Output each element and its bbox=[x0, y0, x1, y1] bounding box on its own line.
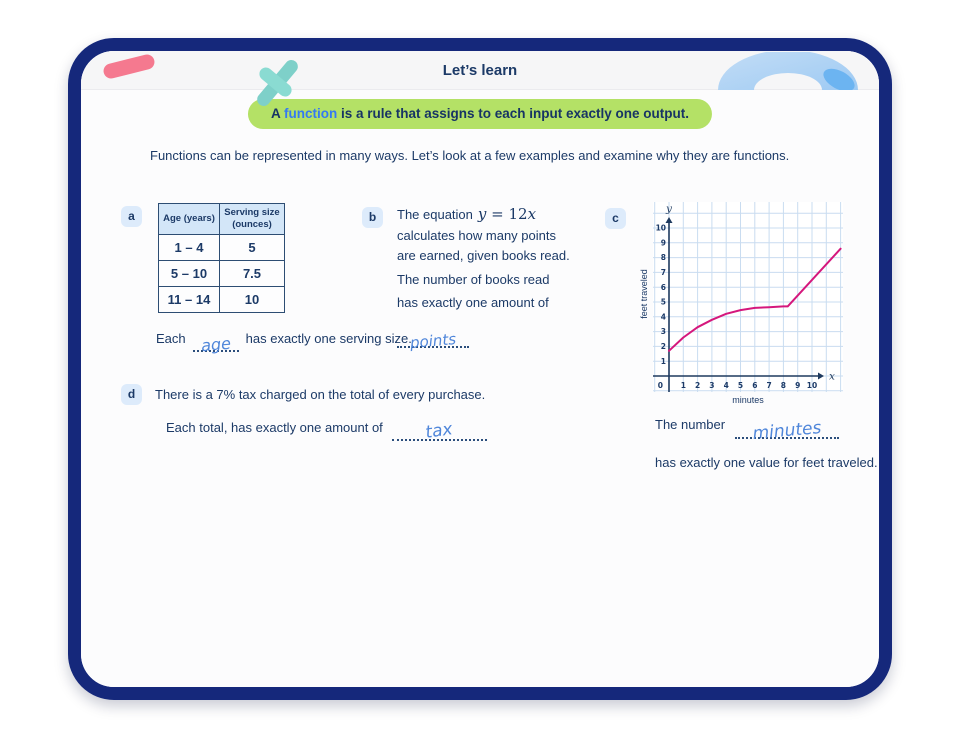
graph-block bbox=[639, 202, 843, 405]
sentence-text: are earned, given books read. bbox=[397, 248, 570, 263]
equation: y = 12x bbox=[477, 205, 537, 223]
example-c-sentence-2: has exactly one value for feet traveled. bbox=[655, 455, 878, 470]
svg-text:2: 2 bbox=[694, 381, 701, 390]
example-d-badge: d bbox=[121, 384, 142, 405]
table-row bbox=[159, 287, 285, 313]
svg-text:9: 9 bbox=[660, 238, 666, 248]
example-c-badge: c bbox=[605, 208, 626, 229]
table-row bbox=[159, 235, 285, 261]
example-d-line2 bbox=[166, 420, 494, 441]
feet-traveled-graph bbox=[653, 202, 843, 392]
sentence-text: The number of books read bbox=[397, 271, 550, 287]
sentence-text: has exactly one serving size. bbox=[245, 331, 412, 346]
handwritten-answer-d: tax bbox=[424, 419, 455, 443]
svg-text:10: 10 bbox=[806, 381, 818, 390]
table-cell: 5 bbox=[220, 235, 285, 261]
table-row bbox=[159, 261, 285, 287]
table-cell: 10 bbox=[220, 287, 285, 313]
blue-arc-icon bbox=[718, 52, 858, 90]
intro-text: Functions can be represented in many ways. Let’s look at a few examples and examine why they are functions. bbox=[150, 148, 790, 163]
definition-prefix: A bbox=[270, 106, 284, 121]
definition-keyword: function bbox=[283, 106, 338, 121]
page-title: Let’s learn bbox=[442, 62, 518, 79]
answer-blank-d[interactable] bbox=[392, 419, 487, 443]
svg-text:0: 0 bbox=[657, 381, 663, 390]
device-frame bbox=[68, 38, 892, 700]
example-a-badge: a bbox=[121, 206, 142, 227]
svg-text:5: 5 bbox=[660, 297, 666, 307]
screen bbox=[81, 51, 879, 687]
handwritten-answer-b: points bbox=[409, 329, 457, 352]
answer-blank-c[interactable] bbox=[735, 418, 839, 444]
svg-text:8: 8 bbox=[660, 253, 666, 263]
example-b-text bbox=[397, 204, 617, 352]
table-cell: 5 – 10 bbox=[159, 261, 220, 287]
equation-line bbox=[397, 204, 617, 226]
y-axis-label: feet traveled bbox=[639, 269, 649, 319]
svg-text:8: 8 bbox=[780, 381, 787, 390]
sentence-text: calculates how many points bbox=[397, 227, 556, 243]
svg-text:7: 7 bbox=[766, 381, 772, 390]
sentence-text: has exactly one amount of bbox=[397, 295, 549, 310]
svg-text:9: 9 bbox=[795, 381, 801, 390]
handwritten-answer-a: age bbox=[199, 333, 232, 356]
answer-blank-b[interactable] bbox=[397, 329, 469, 352]
serving-size-table bbox=[158, 203, 285, 313]
sentence-text: The equation bbox=[397, 207, 473, 222]
sentence-text: Each total, has exactly one amount of bbox=[166, 420, 383, 435]
svg-text:4: 4 bbox=[723, 381, 729, 390]
example-d-line1: There is a 7% tax charged on the total of every purchase. bbox=[155, 387, 486, 402]
table-cell: 11 – 14 bbox=[159, 287, 220, 313]
svg-text:2: 2 bbox=[660, 342, 666, 351]
svg-text:7: 7 bbox=[660, 268, 666, 277]
teal-cross-icon bbox=[249, 57, 309, 113]
svg-text:x: x bbox=[829, 370, 835, 383]
x-axis-label: minutes bbox=[732, 395, 764, 405]
table-header-age: Age (years) bbox=[159, 204, 220, 235]
definition-suffix: is a rule that assigns to each input exactly one output. bbox=[337, 106, 690, 121]
example-a-sentence bbox=[156, 331, 412, 356]
table-header-serving: Serving size (ounces) bbox=[220, 204, 285, 235]
handwritten-answer-c: minutes bbox=[751, 418, 823, 444]
svg-text:1: 1 bbox=[660, 356, 666, 366]
svg-text:4: 4 bbox=[660, 312, 666, 322]
svg-text:10: 10 bbox=[655, 223, 666, 233]
svg-text:3: 3 bbox=[660, 327, 666, 337]
svg-text:1: 1 bbox=[680, 381, 686, 390]
table-cell: 7.5 bbox=[220, 261, 285, 287]
sentence-text: Each bbox=[156, 331, 186, 346]
svg-text:6: 6 bbox=[660, 282, 666, 292]
sentence-text: The number bbox=[655, 417, 726, 432]
svg-text:3: 3 bbox=[709, 381, 715, 390]
svg-text:5: 5 bbox=[737, 381, 744, 390]
example-b-badge: b bbox=[362, 207, 383, 228]
definition-pill bbox=[248, 99, 712, 129]
svg-text:y: y bbox=[666, 203, 672, 215]
svg-text:6: 6 bbox=[752, 381, 758, 390]
answer-blank-a[interactable] bbox=[193, 333, 239, 356]
example-c-sentence bbox=[655, 417, 846, 444]
table-cell: 1 – 4 bbox=[159, 235, 220, 261]
